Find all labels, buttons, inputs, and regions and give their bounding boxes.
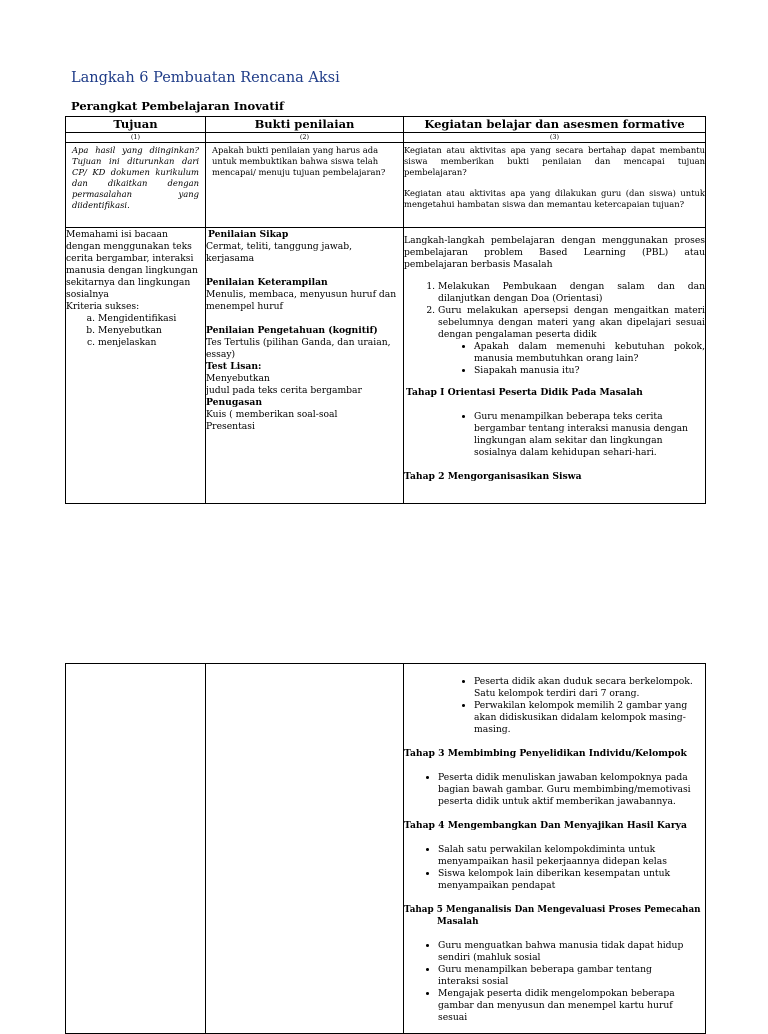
penugasan-text-2: Presentasi (206, 421, 255, 432)
lisan-text-1: Menyebutkan (206, 373, 270, 384)
tahap2-heading: Tahap 2 Mengorganisasikan Siswa (404, 471, 582, 482)
tahap5-item: • Guru menguatkan bahwa manusia tidak dapat hidup sendiri (mahluk sosial (438, 940, 695, 964)
kegiatan-cont-cell (404, 664, 706, 1034)
tahap4-item: • Siswa kelompok lain diberikan kesempatan untuk menyampaikan pendapat (438, 868, 695, 892)
pengetahuan-heading: Penilaian Pengetahuan (kognitif) (206, 325, 378, 336)
col-number-1: (1) (66, 133, 206, 143)
tahap4-list (404, 844, 705, 892)
tahap5-heading-2: Masalah (437, 917, 479, 927)
tahap1-heading: Tahap I Orientasi Peserta Didik Pada Masalah (406, 387, 643, 398)
lisan-text-2: judul pada teks cerita bergambar (206, 385, 362, 396)
action-plan-table (65, 116, 706, 504)
tahap4-item: • Salah satu perwakilan kelompokdiminta untuk menyampaikan hasil pekerjaannya didepan kelas (438, 844, 695, 868)
tahap3-item: • Peserta didik menuliskan jawaban kelompoknya pada bagian bawah gambar. Guru membimbing/memotivasi peserta didik untuk aktif memberikan jawabannya. (438, 772, 695, 808)
guide-bukti (206, 143, 404, 228)
empty-bukti-cell (206, 664, 404, 1034)
guide-kegiatan-2: Kegiatan atau aktivitas apa yang dilakukan guru (dan siswa) untuk mengetahui hambatan siswa dan memantau ketercapaian tujuan? (404, 188, 705, 209)
question-list (404, 341, 705, 377)
kegiatan-steps (404, 281, 705, 341)
guide-kegiatan-1: Kegiatan atau aktivitas apa yang secara bertahap dapat membantu siswa memberikan bukti penilaian dan mencapai tujuan pembelajaran? (404, 145, 705, 177)
tujuan-text: Memahami isi bacaan dengan menggunakan teks cerita bergambar, interaksi manusia dengan lingkungan sekitarnya dan lingkungan sosialnya (66, 229, 198, 300)
lisan-heading: Test Lisan: (206, 361, 262, 372)
kriteria-item: a. Mengidentifikasi (98, 313, 203, 325)
header-kegiatan: Kegiatan belajar dan asesmen formative (404, 117, 706, 133)
col-number-2: (2) (206, 133, 404, 143)
keterampilan-text: Menulis, membaca, menyusun huruf dan menempel huruf (206, 289, 397, 312)
tahap2-item: • Peserta didik akan duduk secara berkelompok. Satu kelompok terdiri dari 7 orang. (474, 676, 695, 700)
guide-bukti-text: Apakah bukti penilaian yang harus ada untuk membuktikan bahwa siswa telah mencapai/ menuju tujuan pembelajaran? (212, 145, 386, 177)
tahap2-list (404, 676, 705, 736)
step-item: 1. Melakukan Pembukaan dengan salam dan dan dilanjutkan dengan Doa (Orientasi) (438, 281, 705, 305)
kegiatan-cell (404, 228, 706, 504)
penugasan-text-1: Kuis ( memberikan soal-soal (206, 409, 338, 420)
tahap4-heading: Tahap 4 Mengembangkan Dan Menyajikan Hasil Karya (404, 820, 687, 831)
penugasan-heading: Penugasan (206, 397, 263, 408)
tahap3-list (404, 772, 705, 808)
header-tujuan: Tujuan (66, 117, 206, 133)
tahap5-heading: Tahap 5 Menganalisis Dan Mengevaluasi Proses Pemecahan (404, 905, 701, 915)
col-number-3: (3) (404, 133, 706, 143)
question-item: • Siapakah manusia itu? (474, 365, 705, 377)
pengetahuan-text: Tes Tertulis (pilihan Ganda, dan uraian, essay) (206, 337, 391, 360)
kriteria-label: Kriteria sukses: (66, 301, 140, 312)
sikap-heading: Penilaian Sikap (208, 229, 289, 240)
tahap1-item: • Guru menampilkan beberapa teks cerita bergambar tentang interaksi manusia dengan lingkungan alam sekitar dan lingkungan sosialnya dalam kehidupan sehari-hari. (474, 411, 701, 459)
empty-tujuan-cell (66, 664, 206, 1034)
tahap5-item: • Mengajak peserta didik mengelompokan beberapa gambar dan menyusun dan menempel kartu huruf sesuai (438, 988, 695, 1024)
kriteria-item: c. menjelaskan (98, 337, 203, 349)
kriteria-item: b. Menyebutkan (98, 325, 203, 337)
bukti-cell (206, 228, 404, 504)
tahap5-item: • Guru menampilkan beberapa gambar tentang interaksi sosial (438, 964, 695, 988)
guide-kegiatan (404, 143, 706, 228)
sikap-text: Cermat, teliti, tanggung jawab, kerjasama (206, 241, 353, 264)
tahap5-list (404, 940, 705, 1024)
step-item: 2. Guru melakukan apersepsi dengan mengaitkan materi sebelumnya dengan materi yang akan dipelajari sesuai dengan pengalaman peserta didik (438, 305, 705, 341)
kriteria-list (66, 313, 203, 349)
tujuan-cell (66, 228, 206, 504)
page-title: Langkah 6 Pembuatan Rencana Aksi (71, 70, 340, 86)
keterampilan-heading: Penilaian Keterampilan (206, 277, 328, 288)
kegiatan-intro: Langkah-langkah pembelajaran dengan menggunakan proses pembelajaran problem Based Learning (PBL) atau pembelajaran berbasis Masalah (404, 235, 705, 270)
guide-tujuan: Apa hasil yang diinginkan? Tujuan ini diturunkan dari CP/ KD dokumen kurikulum dan dikaitkan dengan permasalahan yang diidentifikasi. (66, 143, 206, 228)
question-item: • Apakah dalam memenuhi kebutuhan pokok, manusia membutuhkan orang lain? (474, 341, 705, 365)
tahap1-list (404, 411, 705, 459)
tahap3-heading: Tahap 3 Membimbing Penyelidikan Individu/Kelompok (404, 748, 687, 759)
action-plan-table-continued (65, 663, 706, 1034)
tahap2-item: • Perwakilan kelompok memilih 2 gambar yang akan didiskusikan didalam kelompok masing-masing. (474, 700, 695, 736)
section-subtitle: Perangkat Pembelajaran Inovatif (71, 99, 284, 113)
header-bukti: Bukti penilaian (206, 117, 404, 133)
